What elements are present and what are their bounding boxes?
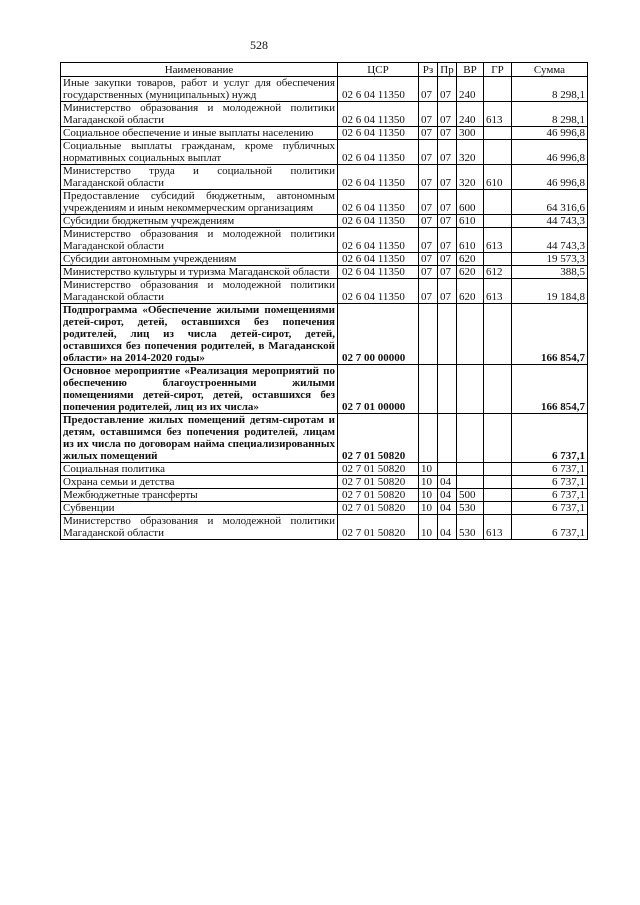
budget-table (60, 62, 588, 540)
cell-gr (484, 77, 512, 102)
cell-pr (438, 365, 457, 414)
cell-sum: 8 298,1 (512, 102, 588, 127)
cell-rz (419, 414, 438, 463)
table-row (61, 266, 588, 279)
cell-name: Министерство труда и социальной политики Магаданской области (61, 165, 338, 190)
cell-vr (457, 365, 484, 414)
cell-pr: 07 (438, 253, 457, 266)
cell-name: Субвенции (61, 502, 338, 515)
cell-gr (484, 463, 512, 476)
cell-sum: 388,5 (512, 266, 588, 279)
header-gr: ГР (484, 63, 512, 77)
cell-pr: 07 (438, 215, 457, 228)
cell-vr: 620 (457, 279, 484, 304)
cell-name: Субсидии бюджетным учреждениям (61, 215, 338, 228)
cell-pr: 04 (438, 502, 457, 515)
table-row (61, 414, 588, 463)
cell-gr (484, 127, 512, 140)
cell-name: Предоставление жилых помещений детям-сиротам и детям, оставшимся без попечения родителей, лицам из их числа по договорам найма специализированных жилых помещений (61, 414, 338, 463)
cell-rz: 07 (419, 140, 438, 165)
cell-csr: 02 6 04 11350 (338, 279, 419, 304)
cell-pr (438, 414, 457, 463)
header-rz: Рз (419, 63, 438, 77)
cell-name: Межбюджетные трансферты (61, 489, 338, 502)
cell-sum: 6 737,1 (512, 463, 588, 476)
cell-pr: 07 (438, 77, 457, 102)
table-row (61, 463, 588, 476)
cell-vr: 240 (457, 77, 484, 102)
cell-sum: 6 737,1 (512, 414, 588, 463)
cell-csr: 02 6 04 11350 (338, 127, 419, 140)
cell-gr (484, 476, 512, 489)
cell-gr: 613 (484, 102, 512, 127)
cell-rz: 07 (419, 215, 438, 228)
cell-gr (484, 190, 512, 215)
cell-vr (457, 476, 484, 489)
cell-csr: 02 6 04 11350 (338, 165, 419, 190)
cell-csr: 02 7 01 00000 (338, 365, 419, 414)
cell-vr: 530 (457, 515, 484, 540)
cell-pr: 07 (438, 279, 457, 304)
cell-csr: 02 6 04 11350 (338, 140, 419, 165)
cell-rz (419, 365, 438, 414)
cell-pr (438, 463, 457, 476)
cell-sum: 6 737,1 (512, 515, 588, 540)
cell-sum: 6 737,1 (512, 502, 588, 515)
table-row (61, 215, 588, 228)
cell-rz: 07 (419, 253, 438, 266)
cell-csr: 02 7 01 50820 (338, 515, 419, 540)
cell-gr: 612 (484, 266, 512, 279)
cell-csr: 02 7 01 50820 (338, 463, 419, 476)
budget-table-container (60, 62, 587, 540)
cell-rz: 07 (419, 228, 438, 253)
table-row (61, 127, 588, 140)
header-csr: ЦСР (338, 63, 419, 77)
cell-vr: 500 (457, 489, 484, 502)
table-row (61, 502, 588, 515)
cell-name: Социальная политика (61, 463, 338, 476)
cell-pr: 07 (438, 190, 457, 215)
cell-rz: 10 (419, 489, 438, 502)
cell-csr: 02 6 04 11350 (338, 215, 419, 228)
cell-pr (438, 304, 457, 365)
cell-name: Субсидии автономным учреждениям (61, 253, 338, 266)
cell-name: Социальные выплаты гражданам, кроме публичных нормативных социальных выплат (61, 140, 338, 165)
cell-sum: 46 996,8 (512, 165, 588, 190)
table-row (61, 279, 588, 304)
cell-csr: 02 7 01 50820 (338, 476, 419, 489)
cell-rz (419, 304, 438, 365)
header-vr: ВР (457, 63, 484, 77)
cell-rz: 07 (419, 190, 438, 215)
cell-rz: 07 (419, 102, 438, 127)
cell-rz: 07 (419, 127, 438, 140)
cell-rz: 07 (419, 266, 438, 279)
cell-rz: 10 (419, 502, 438, 515)
page-number: 528 (250, 38, 268, 52)
cell-pr: 07 (438, 266, 457, 279)
cell-sum: 8 298,1 (512, 77, 588, 102)
table-row (61, 489, 588, 502)
cell-vr: 620 (457, 253, 484, 266)
cell-name: Подпрограмма «Обеспечение жилыми помещениями детей-сирот, детей, оставшихся без попечения родителей, лиц из числа детей-сирот, детей, оставшихся без попечения родителей, в Магаданской области» на 2014-2020 годы» (61, 304, 338, 365)
cell-sum: 6 737,1 (512, 489, 588, 502)
cell-sum: 64 316,6 (512, 190, 588, 215)
table-header-row (61, 63, 588, 77)
cell-vr: 610 (457, 228, 484, 253)
cell-vr: 240 (457, 102, 484, 127)
cell-csr: 02 7 01 50820 (338, 502, 419, 515)
cell-vr: 620 (457, 266, 484, 279)
table-row (61, 476, 588, 489)
cell-csr: 02 6 04 11350 (338, 190, 419, 215)
header-sum: Сумма (512, 63, 588, 77)
cell-sum: 44 743,3 (512, 215, 588, 228)
cell-gr (484, 140, 512, 165)
cell-gr (484, 489, 512, 502)
cell-vr: 320 (457, 140, 484, 165)
cell-name: Министерство образования и молодежной политики Магаданской области (61, 515, 338, 540)
cell-gr: 613 (484, 228, 512, 253)
cell-vr: 320 (457, 165, 484, 190)
cell-gr (484, 304, 512, 365)
table-row (61, 228, 588, 253)
table-row (61, 365, 588, 414)
table-row (61, 165, 588, 190)
cell-rz: 10 (419, 476, 438, 489)
cell-name: Основное мероприятие «Реализация мероприятий по обеспечению благоустроенными жилыми помещениями детей-сирот, детей, оставшихся без попечения родителей, лиц из их числа» (61, 365, 338, 414)
cell-gr: 610 (484, 165, 512, 190)
cell-name: Иные закупки товаров, работ и услуг для обеспечения государственных (муниципальных) нужд (61, 77, 338, 102)
cell-csr: 02 6 04 11350 (338, 253, 419, 266)
cell-csr: 02 6 04 11350 (338, 77, 419, 102)
header-name: Наименование (61, 63, 338, 77)
cell-sum: 46 996,8 (512, 140, 588, 165)
cell-sum: 6 737,1 (512, 476, 588, 489)
cell-name: Социальное обеспечение и иные выплаты населению (61, 127, 338, 140)
cell-vr (457, 414, 484, 463)
cell-vr: 610 (457, 215, 484, 228)
cell-vr (457, 463, 484, 476)
cell-gr (484, 365, 512, 414)
cell-name: Охрана семьи и детства (61, 476, 338, 489)
cell-pr: 04 (438, 476, 457, 489)
cell-csr: 02 7 01 50820 (338, 414, 419, 463)
cell-vr: 530 (457, 502, 484, 515)
table-row (61, 515, 588, 540)
cell-name: Министерство образования и молодежной политики Магаданской области (61, 279, 338, 304)
cell-csr: 02 6 04 11350 (338, 102, 419, 127)
cell-rz: 07 (419, 279, 438, 304)
cell-name: Министерство культуры и туризма Магаданской области (61, 266, 338, 279)
cell-pr: 07 (438, 102, 457, 127)
table-row (61, 253, 588, 266)
cell-pr: 07 (438, 140, 457, 165)
cell-gr: 613 (484, 279, 512, 304)
cell-rz: 07 (419, 165, 438, 190)
table-row (61, 190, 588, 215)
table-row (61, 102, 588, 127)
table-row (61, 140, 588, 165)
cell-name: Министерство образования и молодежной политики Магаданской области (61, 102, 338, 127)
cell-pr: 04 (438, 515, 457, 540)
cell-vr (457, 304, 484, 365)
cell-sum: 166 854,7 (512, 304, 588, 365)
cell-sum: 19 573,3 (512, 253, 588, 266)
cell-gr (484, 414, 512, 463)
cell-name: Министерство образования и молодежной политики Магаданской области (61, 228, 338, 253)
cell-rz: 10 (419, 463, 438, 476)
cell-rz: 07 (419, 77, 438, 102)
cell-sum: 46 996,8 (512, 127, 588, 140)
table-body (61, 77, 588, 540)
cell-gr (484, 253, 512, 266)
cell-pr: 07 (438, 228, 457, 253)
cell-pr: 07 (438, 165, 457, 190)
cell-csr: 02 6 04 11350 (338, 228, 419, 253)
table-row (61, 304, 588, 365)
cell-gr (484, 215, 512, 228)
cell-rz: 10 (419, 515, 438, 540)
cell-pr: 04 (438, 489, 457, 502)
header-pr: Пр (438, 63, 457, 77)
cell-csr: 02 7 00 00000 (338, 304, 419, 365)
cell-csr: 02 6 04 11350 (338, 266, 419, 279)
cell-vr: 300 (457, 127, 484, 140)
cell-vr: 600 (457, 190, 484, 215)
cell-pr: 07 (438, 127, 457, 140)
cell-gr (484, 502, 512, 515)
cell-name: Предоставление субсидий бюджетным, автономным учреждениям и иным некоммерческим организациям (61, 190, 338, 215)
cell-gr: 613 (484, 515, 512, 540)
cell-sum: 19 184,8 (512, 279, 588, 304)
cell-sum: 44 743,3 (512, 228, 588, 253)
cell-csr: 02 7 01 50820 (338, 489, 419, 502)
cell-sum: 166 854,7 (512, 365, 588, 414)
table-row (61, 77, 588, 102)
